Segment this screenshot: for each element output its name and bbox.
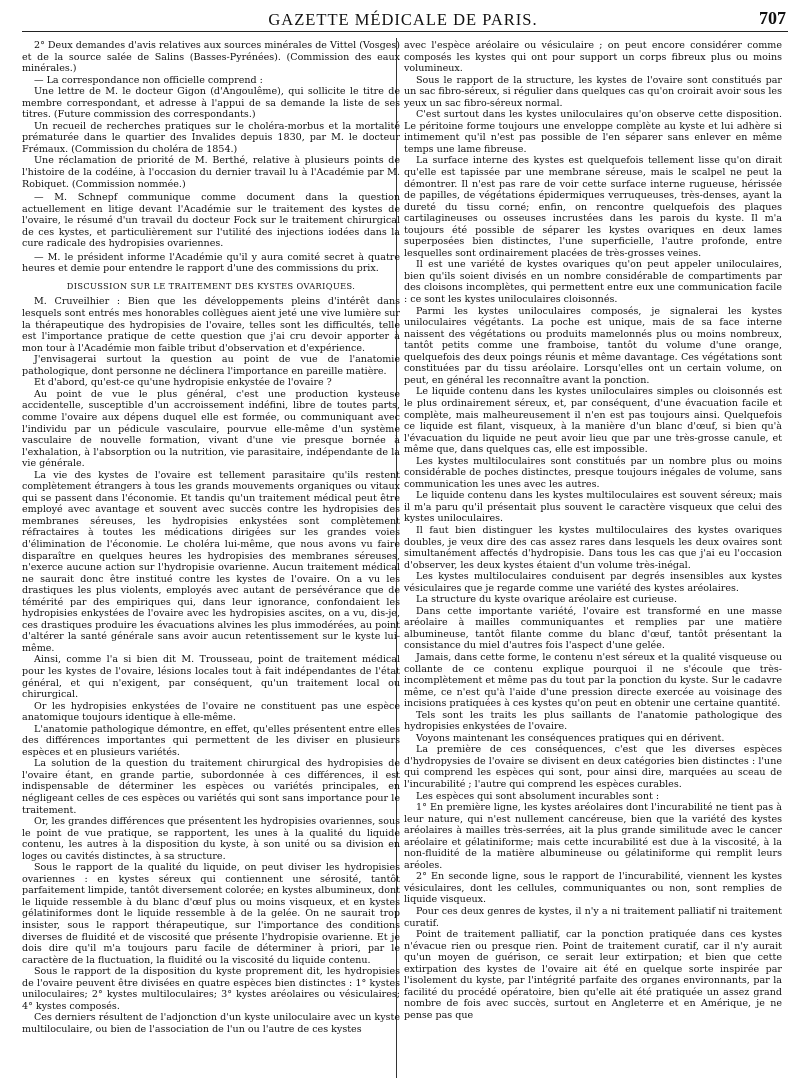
paragraph: — M. Schnepf communique comme document dans la question actuellement en litige devant l'Académie sur le traitement des kystes de l'ovaire, le résumé d'un travail du docteur Fock sur le traitement chirurgical de ces kystes, et particulièrement sur l'utilité des injections iodées dans la cure radicale des hydropisies ovariennes. xyxy=(22,192,400,250)
paragraph: avec l'espèce aréolaire ou vésiculaire ; on peut encore considérer comme composés les kystes qui ont pour support un corps fibreux plus ou moins volumineux. xyxy=(404,40,782,75)
journal-title: GAZETTE MÉDICALE DE PARIS. xyxy=(268,10,538,29)
paragraph: Une réclamation de priorité de M. Berthé, relative à plusieurs points de l'histoire de la codéine, à l'occasion du dernier travail lu à l'Académie par M. Robiquet. (Commission nommée.) xyxy=(22,155,400,190)
paragraph: Il est une variété de kystes ovariques qu'on peut appeler uniloculaires, bien qu'ils soient divisés en un nombre considérable de compartiments par des cloisons incomplètes, qui permettent entre eux une communication facile : ce sont les kystes uniloculaires cloisonnés. xyxy=(404,259,782,306)
paragraph: La vie des kystes de l'ovaire est tellement parasitaire qu'ils restent complètement étrangers à tous les grands mouvements organiques ou vitaux qui se passent dans l'économie. Et tandis qu'un traitement médical peut être employé avec avantage et souvent avec succès contre les hydropisies des membranes séreuses, les hydropisies enkystées sont complètement réfractaires à toutes les médications dirigées sur les grandes voies d'élimination de l'économie. Le choléra lui-même, que nous avons vu faire disparaître en quelques heures les hydropisies des membranes séreuses, n'exerce aucune action sur l'hydropisie ovarienne. Aucun traitement médical ne saurait donc être institué contre les kystes de l'ovaire. On a vu les drastiques les plus violents, employés avec autant de persévérance que de témérité par des empiriques qui, dans leur ignorance, confondaient les hydropisies enkystées de l'ovaire avec les hydropisies ascites, on a vu, dis-je, ces drastiques produire les évacuations alvines les plus immodérées, au point d'altérer la santé générale sans avoir aucun retentissement sur le kyste lui-même. xyxy=(22,469,400,654)
paragraph: Les kystes multiloculaires conduisent par degrés insensibles aux kystes vésiculaires que je regarde comme une variété des kystes aréolaires. xyxy=(404,571,782,594)
paragraph: 1° En première ligne, les kystes aréolaires dont l'incurabilité ne tient pas à leur nature, qui n'est nullement cancéreuse, bien que la variété des kystes aréolaires à mailles très-serrées, ait la plus grande similitude avec le cancer aréolaire et gélatiniforme; mais cette incurabilité est due à la viscosité, à la non-fluidité de la matière albumineuse ou gélatiniforme qui remplit leurs aréoles. xyxy=(404,802,782,871)
paragraph: Or les hydropisies enkystées de l'ovaire ne constituent pas une espèce anatomique toujours identique à elle-même. xyxy=(22,700,400,724)
paragraph: Dans cette importante variété, l'ovaire est transformé en une masse aréolaire à mailles communiquantes et remplies par une matière albumineuse, tantôt filante comme du blanc d'œuf, tantôt présentant la consistance du miel d'autres fois l'aspect d'une gelée. xyxy=(404,605,782,652)
right-column xyxy=(404,40,782,1080)
paragraph: La première de ces conséquences, c'est que les diverses espèces d'hydropysies de l'ovaire se divisent en deux catégories bien distinctes : l'une qui comprend les espèces qui sont, pour ainsi dire, marquées au sceau de l'incurabilité ; l'autre qui comprend les espèces curables. xyxy=(404,744,782,790)
paragraph: Les kystes multiloculaires sont constitués par un nombre plus ou moins considérable de poches distinctes, presque toujours inégales de volume, sans communication les unes avec les autres. xyxy=(404,455,782,490)
left-column xyxy=(22,40,400,1080)
paragraph: Voyons maintenant les conséquences pratiques qui en dérivent. xyxy=(416,732,725,744)
header-rule xyxy=(22,31,788,32)
paragraph: Le liquide contenu dans les kystes multiloculaires est souvent séreux; mais il m'a paru qu'il présentait plus souvent le caractère visqueux que celui des kystes uniloculaires. xyxy=(404,490,782,525)
paragraph: La structure du kyste ovarique aréolaire est curieuse. xyxy=(416,594,677,606)
paragraph: Ces derniers résultent de l'adjonction d'un kyste uniloculaire avec un kyste multiloculaire, ou bien de l'association de l'un ou l'autre de ces kystes xyxy=(22,1012,400,1035)
paragraph: 2° En seconde ligne, sous le rapport de l'incurabilité, viennent les kystes vésiculaires, dont les cellules, communiquantes ou non, sont remplies de liquide visqueux. xyxy=(404,871,782,906)
paragraph: Il faut bien distinguer les kystes multiloculaires des kystes ovariques doubles, je veux dire des cas assez rares dans lesquels les deux ovaires sont simultanément affectés d'hydropisie. Dans tous les cas que j'ai eu l'occasion d'observer, les deux kystes étaient d'un volume très-inégal. xyxy=(404,524,782,571)
paragraph: Une lettre de M. le docteur Gigon (d'Angoulême), qui sollicite le titre de membre correspondant, et adresse à l'appui de sa demande la liste de ses titres. (Future commission des correspondants.) xyxy=(22,86,400,121)
paragraph: Sous le rapport de la structure, les kystes de l'ovaire sont constitués par un sac fibro-séreux, si régulier dans quelques cas qu'on croirait avoir sous les yeux un sac fibro-séreux normal. xyxy=(404,74,782,109)
paragraph: Or, les grandes différences que présentent les hydropisies ovariennes, sous le point de vue pratique, se rapportent, les unes à la qualité du liquide contenu, les autres à la disposition du kyste, à son unité ou sa division en loges ou cavités distinctes, à sa structure. xyxy=(22,816,400,862)
paragraph: Point de traitement palliatif, car la ponction pratiquée dans ces kystes n'évacue rien ou presque rien. Point de traitement curatif, car il n'y aurait qu'un moyen de guérison, ce serait leur extirpation; et bien que cette extirpation des kystes de l'ovaire ait été en quelque sorte inspirée par l'isolement du kyste, par l'intégrité parfaite des organes environnants, par la facilité du procédé opératoire, bien qu'elle ait été pratiquée un assez grand nombre de fois avec succès, surtout en Angleterre et en Amérique, je ne pense pas que xyxy=(404,929,782,1021)
paragraph: Sous le rapport de la qualité du liquide, on peut diviser les hydropisies ovariennes : en kystes séreux qui contiennent une sérosité, tantôt parfaitement limpide, tantôt diversement colorée; en kystes albumineux, dont le liquide ressemble à du blanc d'œuf plus ou moins visqueux, et en kystes gélatiniformes dont le liquide ressemble à de la gelée. On ne saurait trop insister, sous le rapport thérapeutique, sur l'importance des conditions diverses de fluidité et de viscosité que présente l'hydropisie ovarienne. Et je dois dire qu'il m'a toujours paru facile de déterminer à priori, par le caractère de la fluctuation, la fluidité ou la viscosité du liquide contenu. xyxy=(22,862,400,966)
paragraph: Sous le rapport de la disposition du kyste proprement dit, les hydropisies de l'ovaire peuvent être divisées en quatre espèces bien distinctes : 1° kystes uniloculaires; 2° kystes multiloculaires; 3° kystes aréolaires ou vésiculaires; 4° kystes composés. xyxy=(22,966,400,1012)
paragraph: Les espèces qui sont absolument incurables sont : xyxy=(416,790,660,802)
paragraph: La surface interne des kystes est quelquefois tellement lisse qu'on dirait qu'elle est tapissée par une membrane séreuse, mais le scalpel ne peut la démontrer. Il n'est pas rare de voir cette surface interne rugueuse, hérissée de papilles, de végétations épidermiques verruqueuses, très-denses, ayant la dureté du tissu corné; enfin, on rencontre quelquefois des plaques cartilagineuses ou osseuses incrustées dans les parois du kyste. Il m'a toujours été possible de séparer les kystes ovariques en deux lames superposées bien distinctes, l'une superficielle, l'autre profonde, entre lesquelles sont ordinairement placées de très-grosses veines. xyxy=(404,155,782,259)
paragraph: Et d'abord, qu'est-ce qu'une hydropisie enkystée de l'ovaire ? xyxy=(34,377,332,389)
page-header xyxy=(18,6,788,32)
paragraph: Pour ces deux genres de kystes, il n'y a ni traitement palliatif ni traitement curatif. xyxy=(404,906,782,929)
paragraph: J'envisagerai surtout la question au point de vue de l'anatomie pathologique, dont personne ne déclinera l'importance en pareille matière. xyxy=(22,354,400,377)
paragraph: La solution de la question du traitement chirurgical des hydropisies de l'ovaire étant, en grande partie, subordonnée à ces différences, il est indispensable de déterminer les espèces ou variétés principales, en négligeant celles de ces espèces ou variétés qui sont sans importance pour le traitement. xyxy=(22,758,400,816)
paragraph: — La correspondance non officielle comprend : xyxy=(34,74,263,86)
paragraph: Jamais, dans cette forme, le contenu n'est séreux et la qualité visqueuse ou collante de ce contenu explique pourquoi il ne s'écoule que très-incomplètement et même pas du tout par la ponction du kyste. Sur le cadavre même, ce n'est qu'à l'aide d'une pression directe exercée au voisinage des incisions pratiquées à ces kystes qu'on peut en obtenir une certaine quantité. xyxy=(404,651,782,710)
paragraph: 2° Deux demandes d'avis relatives aux sources minérales de Vittel (Vosges) et de la source salée de Salins (Basses-Pyrénées). (Commission des eaux minérales.) xyxy=(22,40,400,75)
paragraph: M. Cruveilhier : Bien que les développements pleins d'intérêt dans lesquels sont entrés mes honorables collègues aient jeté une vive lumière sur la thérapeutique des hydropisies de l'ovaire, telles sont les difficultés, telle est l'importance pratique de cette question que j'ai cru devoir apporter à mon tour à l'Académie mon faible tribut d'observation et d'expérience. xyxy=(22,296,400,354)
paragraph: Parmi les kystes uniloculaires composés, je signalerai les kystes uniloculaires végétants. La poche est unique, mais de sa face interne naissent des végétations ou produits mamelonnés plus ou moins nombreux, tantôt petits comme une framboise, tantôt du volume d'une orange, quelquefois des deux poings réunis et même davantage. Ces végétations sont constituées par du tissu aréolaire. Lorsqu'elles ont un certain volume, on peut, en général les reconnaître avant la ponction. xyxy=(404,305,782,386)
paragraph: — M. le président informe l'Académie qu'il y aura comité secret à quatre heures et demie pour entendre le rapport d'une des commissions du prix. xyxy=(22,251,400,275)
paragraph: C'est surtout dans les kystes uniloculaires qu'on observe cette disposition. Le péritoine forme toujours une enveloppe complète au kyste et lui adhère si intimement qu'il n'est pas possible de l'en séparer sans enlever en même temps une lame fibreuse. xyxy=(404,109,782,155)
paragraph: Un recueil de recherches pratiques sur le choléra-morbus et la mortalité prématurée dans le quartier des Invalides depuis 1830, par M. le docteur Frémaux. (Commission du choléra de 1854.) xyxy=(22,120,400,155)
section-heading: DISCUSSION SUR LE TRAITEMENT DES KYSTES OVARIQUES. xyxy=(66,280,356,291)
paragraph: Ainsi, comme l'a si bien dit M. Trousseau, point de traitement médical pour les kystes de l'ovaire, lésions locales tout à fait indépendantes de l'état général, et qui n'exigent, par conséquent, qu'un traitement local ou chirurgical. xyxy=(22,654,400,701)
paragraph: L'anatomie pathologique démontre, en effet, qu'elles présentent entre elles des différences importantes qui permettent de les diviser en plusieurs espèces et en plusieurs variétés. xyxy=(22,723,400,758)
page-number: 707 xyxy=(759,8,786,28)
paragraph: Le liquide contenu dans les kystes uniloculaires simples ou cloisonnés est le plus ordinairement séreux, et, par conséquent, d'une évacuation facile et complète, mais malheureusement il n'en est pas toujours ainsi. Quelquefois ce liquide est filant, visqueux, à la manière d'un blanc d'œuf, si bien qu'à l'évacuation du liquide ne peut avoir lieu que par une très-grosse canule, et même que, dans quelques cas, elle est impossible. xyxy=(404,386,782,456)
paragraph: Tels sont les traits les plus saillants de l'anatomie pathologique des hydropisies enkystées de l'ovaire. xyxy=(404,709,782,733)
paragraph: Au point de vue le plus général, c'est une production kysteuse accidentelle, susceptible d'un accroissement indéfini, libre de toutes parts, comme l'ovaire aux dépens duquel elle est formée, ou communiquant avec l'individu par un pédicule vasculaire, pourvue elle-même d'un système vasculaire de nouvelle formation, vivant d'une vie presque bornée à l'exhalation, à l'absorption ou la nutrition, vie parasitaire, indépendante de la vie générale. xyxy=(22,388,400,470)
